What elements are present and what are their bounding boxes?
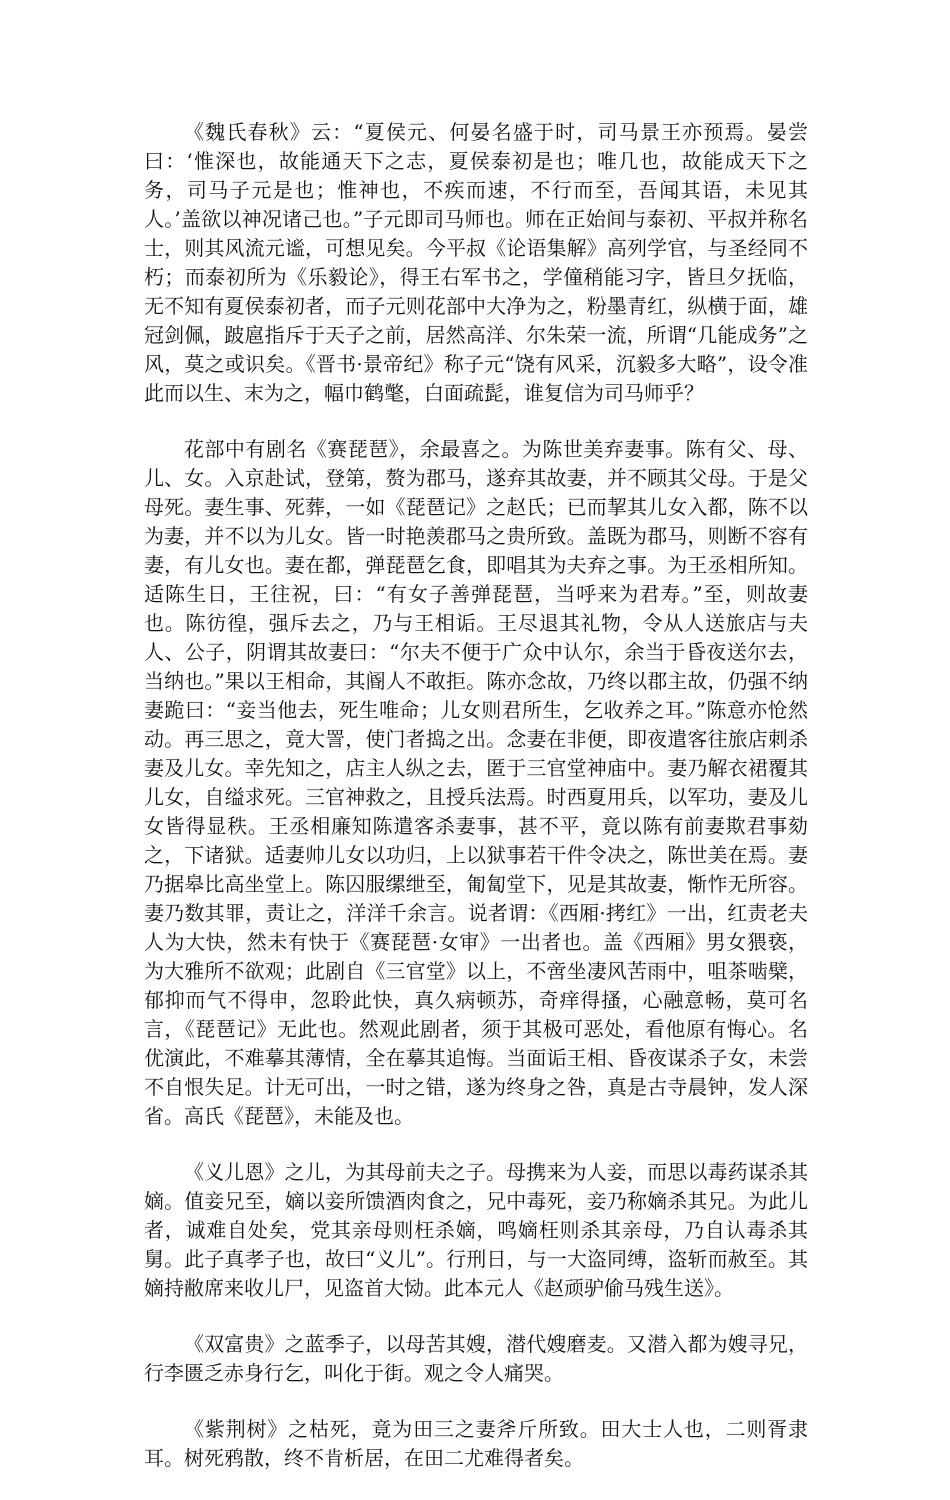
paragraph-yi-er-en: 《义儿恩》之儿，为其母前夫之子。母携来为人妾，而思以毒药谋杀其嫡。值妾兄至，嫡以妾所馈酒肉食之，兄中毒死，妾乃称嫡杀其兄。为此儿者，诚难自处矣，党其亲母则枉杀嫡，鸣嫡枉则杀其亲母，乃自认毒杀其舅。此子真孝子也，故曰“义儿”。行刑日，与一大盗同缚，盗斩而赦至。其嫡持敝席来收儿尸，见盗首大恸。此本元人《赵顽驴偷马残生送》。 bbox=[144, 1160, 808, 1300]
paragraph-shuang-fu-gui: 《双富贵》之蓝季子，以母苦其嫂，潜代嫂磨麦。又潜入都为嫂寻兄，行李匮乏赤身行乞，叫化于街。观之令人痛哭。 bbox=[144, 1332, 808, 1385]
document-page bbox=[144, 118, 808, 1500]
paragraph-zi-jing-shu: 《紫荆树》之枯死，竟为田三之妻斧斤所致。田大士人也，二则胥隶耳。树死鸦散，终不肯析居，在田二尤难得者矣。 bbox=[144, 1417, 808, 1470]
paragraph-wei-shi-chun-qiu: 《魏氏春秋》云：“夏侯元、何晏名盛于时，司马景王亦预焉。晏尝曰：‘惟深也，故能通天下之志，夏侯泰初是也；唯几也，故能成天下之务，司马子元是也；惟神也，不疾而速，不行而至，吾闻其语，未见其人。’盖欲以神况诸己也。”子元即司马师也。师在正始间与泰初、平叔并称名士，则其风流元谧，可想见矣。今平叔《论语集解》高列学官，与圣经同不朽；而泰初所为《乐毅论》，得王右军书之，学僮稍能习字，皆旦夕抚临，无不知有夏侯泰初者，而子元则花部中大净为之，粉墨青红，纵横于面，雄冠剑佩，跛扈指斥于天子之前，居然高洋、尔朱荣一流，所谓“几能成务”之风，莫之或识矣。《晋书·景帝纪》称子元“饶有风采，沉毅多大略”，设令准此而以生、末为之，幅巾鹤氅，白面疏髭，谁复信为司马师乎？ bbox=[144, 120, 808, 405]
paragraph-sai-pi-pa: 花部中有剧名《赛琵琶》，余最喜之。为陈世美弃妻事。陈有父、母、儿、女。入京赴试，登第，赘为郡马，遂弃其故妻，并不顾其父母。于是父母死。妻生事、死葬，一如《琵琶记》之赵氏；已而挈其儿女入都，陈不以为妻，并不以为儿女。皆一时艳羡郡马之贵所致。盖既为郡马，则断不容有妻，有儿女也。妻在都，弹琵琶乞食，即唱其为夫弃之事。为王丞相所知。适陈生日，王往祝，曰：“有女子善弹琵琶，当呼来为君寿。”至，则故妻也。陈彷徨，强斥去之，乃与王相诟。王尽退其礼物，令从人送旅店与夫人、公子，阴谓其故妻曰：“尔夫不便于广众中认尔，余当于昏夜送尔去，当纳也。”果以王相命，其阍人不敢拒。陈亦念故，乃终以郡主故，仍强不纳妻跪曰：“妾当他去，死生唯命；儿女则君所生，乞收养之耳。”陈意亦怆然动。再三思之，竟大詈，使门者捣之出。念妻在非便，即夜遣客往旅店刺杀妻及儿女。幸先知之，店主人纵之去，匿于三官堂神庙中。妻乃解衣裙覆其儿女，自缢求死。三官神救之，且授兵法焉。时西夏用兵，以军功，妻及儿女皆得显秩。王丞相廉知陈遣客杀妻事，甚不平，竟以陈有前妻欺君事劾之，下诸狱。适妻帅儿女以功归，上以狱事若干件令决之，陈世美在焉。妻乃据皋比高坐堂上。陈囚服缧绁至，匍匐堂下，见是其故妻，惭怍无所容。妻乃数其罪，责让之，洋洋千余言。说者谓：《西厢·拷红》一出，红责老夫人为大快，然未有快于《赛琵琶·女审》一出者也。盖《西厢》男女猥亵，为大雅所不欲观；此剧自《三官堂》以上，不啻坐凄风苦雨中，咀茶啮檗，郁抑而气不得申，忽聆此快，真久病顿苏，奇痒得搔，心融意畅，莫可名言，《琵琶记》无此也。然观此剧者，须于其极可恶处，看他原有悔心。名优演此，不难摹其薄情，全在摹其追悔。当面诟王相、昏夜谋杀子女，未尝不自恨失足。计无可出，一时之错，遂为终身之咎，真是古寺晨钟，发人深省。高氏《琵琶》，未能及也。 bbox=[144, 437, 808, 1128]
